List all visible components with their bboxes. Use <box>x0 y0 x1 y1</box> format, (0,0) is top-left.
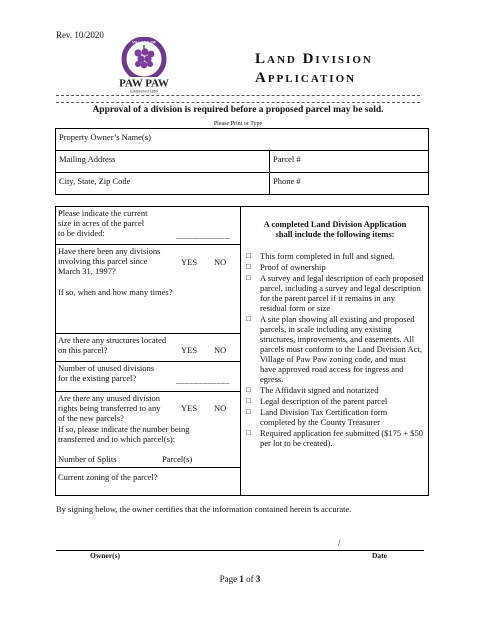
phone-number-field[interactable]: Phone # <box>270 173 429 195</box>
title-line-1: Land Division <box>255 51 373 67</box>
question-text: March 31, 1997? <box>58 266 116 276</box>
question-text: for the existing parcel? <box>58 373 137 383</box>
checklist-item-text: This form completed in full and signed. <box>260 251 395 261</box>
owner-name-field[interactable]: Property Owner’s Name(s) <box>56 129 429 151</box>
yes-option[interactable]: YES <box>181 257 198 267</box>
question-text: Are there any unused division <box>58 393 160 403</box>
checkbox-icon[interactable]: □ <box>246 251 251 260</box>
prior-divisions-question[interactable] <box>56 245 241 334</box>
question-text: involving this parcel since <box>58 256 148 266</box>
no-option[interactable]: NO <box>214 345 227 355</box>
owner-info-table <box>55 128 429 195</box>
checklist-item[interactable] <box>246 396 424 406</box>
question-text: If so, when and how many times? <box>58 287 173 297</box>
date-label: Date <box>372 551 387 560</box>
checklist-item-text: A survey and legal description of each proposed parcel, including a survey and legal description for the parent parcel if it remains in any residual form or size <box>260 273 424 313</box>
checkbox-icon[interactable]: □ <box>246 262 251 271</box>
question-text: Current zoning of the parcel? <box>58 472 158 482</box>
logo-wordmark: PAW PAW <box>119 77 169 90</box>
structures-question[interactable] <box>56 334 241 362</box>
revision-label: Rev. 10/2020 <box>56 30 104 40</box>
checklist-item[interactable] <box>246 251 424 261</box>
question-text: If so, please indicate the number being <box>58 424 190 434</box>
checklist-item-text: The Affidavit signed and notarized <box>260 385 379 395</box>
owner-signature-label: Owner(s) <box>90 551 120 560</box>
page-total: 3 <box>255 574 261 584</box>
checkbox-icon[interactable]: □ <box>246 385 251 394</box>
question-text: Are there any structures located <box>58 335 167 345</box>
checklist-item-text: A site plan showing all existing and proposed parcels, in scale including any existing structures, improvements, and easements. All parcels must conform to the Land Division Act, Village of Paw Paw zoning code, and must have approved road access for ingress and egress. <box>260 314 422 384</box>
city-state-zip-field[interactable]: City, State, Zip Code <box>56 173 270 195</box>
checkbox-icon[interactable]: □ <box>246 396 251 405</box>
checklist-item[interactable] <box>246 385 424 395</box>
checklist-item[interactable] <box>246 273 424 313</box>
transfer-rights-question[interactable] <box>56 392 241 468</box>
question-text: Number of unused divisions <box>58 363 155 373</box>
unused-divisions-question[interactable] <box>56 362 241 392</box>
mailing-address-field[interactable]: Mailing Address <box>56 151 270 173</box>
checklist-item-text: Required application fee submitted ($175 + $50 per lot to be created). <box>260 428 423 448</box>
checkbox-icon[interactable]: □ <box>246 314 251 323</box>
no-option[interactable]: NO <box>214 403 227 413</box>
answer-blank: ____________ <box>176 376 230 385</box>
question-text: transferred and to which parcel(s): <box>58 434 176 444</box>
parcel-size-question[interactable] <box>56 207 241 245</box>
title-line-2: Application <box>255 70 357 86</box>
questions-column <box>56 207 241 495</box>
signature-date-separator: / <box>338 538 341 548</box>
checklist-item[interactable] <box>246 428 424 448</box>
page-of: of <box>243 574 256 584</box>
question-text: of the new parcels? <box>58 413 124 423</box>
checklist-heading-line: A completed Land Division Application <box>263 219 407 229</box>
zoning-question[interactable] <box>56 468 241 497</box>
yes-option[interactable]: YES <box>181 403 198 413</box>
checkbox-icon[interactable]: □ <box>246 428 251 437</box>
checklist-item[interactable] <box>246 314 424 384</box>
logo-village-text: VILLAGE OF <box>132 39 156 45</box>
village-logo <box>116 37 172 95</box>
answer-blank: ____________ <box>176 231 230 240</box>
checkbox-icon[interactable]: □ <box>246 407 251 416</box>
question-text: rights being transferred to any <box>58 403 161 413</box>
certification-statement: By signing below, the owner certifies that the information contained herein is accurate. <box>56 504 352 514</box>
parcel-number-field[interactable]: Parcel # <box>270 151 429 173</box>
page-prefix: Page <box>219 574 240 584</box>
page-number: 1 <box>239 574 244 584</box>
checklist-item-text: Legal description of the parent parcel <box>260 396 388 406</box>
requirements-checklist <box>242 207 428 449</box>
logo-established: Established 1859 <box>130 89 158 94</box>
parcels-label: Parcel(s) <box>162 454 193 464</box>
checklist-item-text: Proof of ownership <box>260 262 326 272</box>
header-divider <box>56 95 420 103</box>
question-text: Have there been any divisions <box>58 246 161 256</box>
form-title <box>255 50 373 88</box>
checkbox-icon[interactable]: □ <box>246 273 251 282</box>
question-text: on this parcel? <box>58 345 108 355</box>
parcel-details-box <box>55 206 429 496</box>
splits-label: Number of Splits <box>58 454 117 464</box>
question-text: size in acres of the parcel <box>58 218 145 228</box>
no-option[interactable]: NO <box>214 257 227 267</box>
checklist-heading <box>246 219 424 239</box>
question-text: to be divided: <box>58 228 105 238</box>
checklist-heading-line: shall include the following items: <box>275 229 395 239</box>
checklist-item[interactable] <box>246 407 424 427</box>
page-indicator <box>0 574 480 584</box>
approval-notice: Approval of a division is required before a proposed parcel may be sold. <box>92 105 384 115</box>
checklist-item[interactable] <box>246 262 424 272</box>
checklist-item-text: Land Division Tax Certification form completed by the County Treasurer <box>260 407 388 427</box>
yes-option[interactable]: YES <box>181 345 198 355</box>
question-text: Please indicate the current <box>58 208 148 218</box>
print-note: Please Print or Type <box>213 121 263 127</box>
